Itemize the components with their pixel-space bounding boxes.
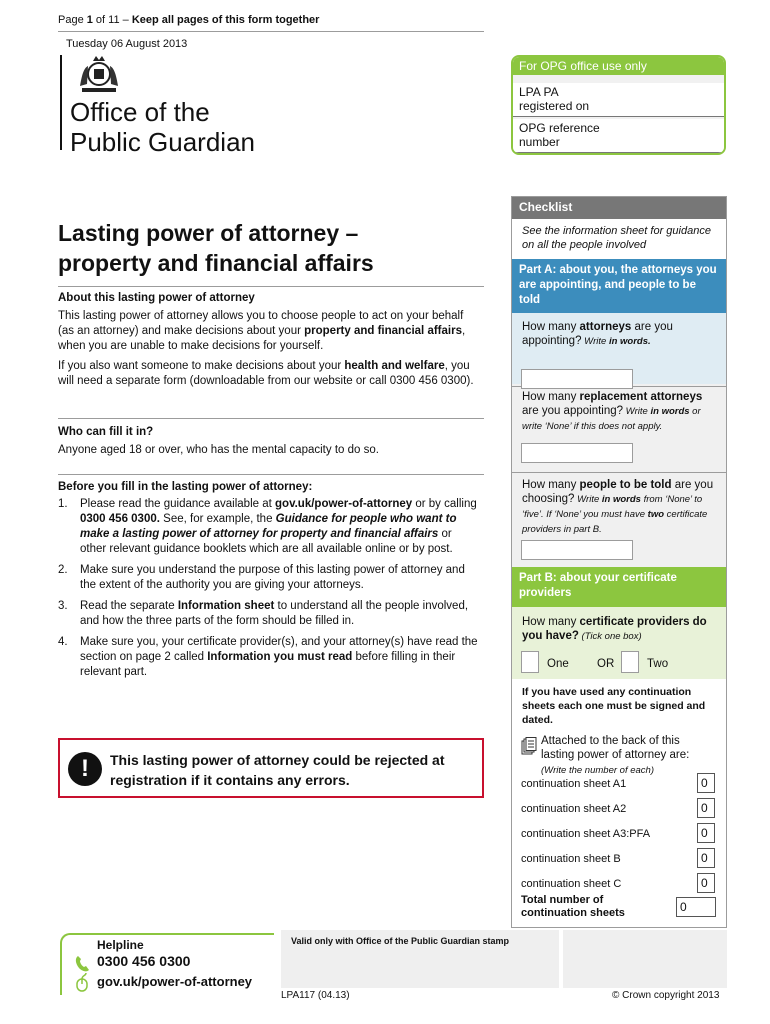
who-text: Anyone aged 18 or over, who has the mental capacity to do so. [58,444,379,456]
text-bold: certificate providers do you have? [522,616,707,642]
phone-icon [74,955,90,973]
continuation-heading: If you have used any continuation sheets each one must be signed and dated. [522,686,706,726]
continuation-hint: (Write the number of each) [541,765,654,776]
text-bold: health and welfare [344,360,445,372]
opg-office-use-box [511,55,726,155]
text-bold: property and financial affairs [304,325,462,337]
text: Please read the guidance available at [80,498,276,510]
hint: Write [574,494,602,505]
opg-box-title: For OPG office use only [513,57,724,75]
opg-reference-field: OPG reference number [513,119,724,153]
helpline-web[interactable]: gov.uk/power-of-attorney [97,974,253,989]
question-text [522,478,716,537]
hint: (Tick one box) [578,631,642,642]
sheet-label-a1: continuation sheet A1 [521,778,627,790]
checklist-title: Checklist [512,197,726,219]
before-list [58,497,478,686]
question-text [522,615,716,644]
text: This lasting power of attorney allows you to choose people to act on your behalf (as an attorney) and make decisions about your [58,310,464,337]
checklist-panel [511,196,727,928]
before-heading: Before you fill in the lasting power of attorney: [58,481,313,493]
page-prefix: Page [58,14,87,26]
page-note: Keep all pages of this form together [131,14,320,26]
q-certificate-providers [512,607,726,679]
who-heading: Who can fill it in? [58,426,154,438]
text-bold: 0300 456 0300. [80,513,160,525]
option-or-label: OR [597,658,615,670]
text-bold: people to be told [579,479,672,491]
question-text [522,390,716,434]
hint: Write [623,406,651,417]
warning-text: This lasting power of attorney could be rejected at registration if it contains any errors. [110,752,445,788]
text-bold-italic: Guidance for people who want to make a lasting power of attorney for property and financial affairs [80,513,457,540]
text: Read the separate [80,600,178,612]
sheet-label-a2: continuation sheet A2 [521,803,627,815]
warning-box [58,738,484,798]
org-name-line2: Public Guardian [70,127,255,157]
sheet-label-c: continuation sheet C [521,878,622,890]
list-item [58,599,478,629]
text: How many [522,391,580,403]
list-item [58,497,478,557]
text: are you choosing? [522,479,714,505]
text: See, for example, the [159,513,276,525]
option-two-label: Two [647,658,669,670]
helpline-label: Helpline [97,938,144,952]
stamp-text: Valid only with Office of the Public Guardian stamp [291,936,510,946]
total-label: Total number of continuation sheets [521,894,625,919]
text: or other relevant guidance booklets which are all available online or by post. [80,528,453,555]
about-paragraph-1 [58,309,478,354]
title-line1: Lasting power of attorney – [58,220,359,246]
text: How many [522,616,580,628]
form-code: LPA117 (04.13) [281,990,350,1001]
hint: from ‘None’ to ‘five’. If ‘None’ you must have [522,494,703,520]
page-of: of 11 – [92,14,132,26]
text: If you also want someone to make decisions about your [58,360,345,372]
attorneys-count-input[interactable] [521,369,633,389]
part-a-header: Part A: about you, the attorneys you are appointing, and people to be told [512,259,726,313]
replacement-attorneys-count-input[interactable] [521,443,633,463]
page-title [58,218,374,278]
text-bold: Information sheet [177,600,275,612]
text-bold: gov.uk/power-of-attorney [275,498,413,510]
org-name-line1: Office of the [70,97,210,127]
people-to-be-told-count-input[interactable] [521,540,633,560]
list-item [58,563,478,593]
logo-bar [60,55,62,150]
about-heading: About this lasting power of attorney [58,292,255,304]
sheet-b-input[interactable]: 0 [697,848,715,868]
one-checkbox[interactable] [521,651,539,673]
text-bold: attorneys [579,321,632,333]
text: Make sure you understand the purpose of this lasting power of attorney and the extent of the authority you are giving your attorneys. [80,564,465,591]
sheet-label-b: continuation sheet B [521,853,621,865]
two-checkbox[interactable] [621,651,639,673]
mouse-icon [74,972,90,992]
intro-text: See the information sheet for guidance on all the people involved [522,225,711,251]
page-number: 1 [86,14,93,26]
hint: certificate providers in part B. [522,509,708,535]
sheet-label-a3: continuation sheet A3:PFA [521,828,651,840]
text: are you appointing? [522,405,624,417]
divider [58,474,484,475]
helpline-phone[interactable]: 0300 456 0300 [97,953,191,969]
text: , when you are unable to make decisions for yourself. [58,325,466,352]
part-b-header: Part B: about your certificate providers [512,567,726,607]
stamp-area-right [563,930,727,988]
text-bold: Information you must read [207,651,353,663]
hint-bold: in words. [608,336,651,347]
divider [58,418,484,419]
continuation-text: Attached to the back of this lasting power of attorney are: [541,735,690,761]
sheet-a2-input[interactable]: 0 [697,798,715,818]
text-bold: replacement attorneys [579,391,703,403]
divider [58,286,484,287]
list-number: 1. [58,498,68,510]
sheet-a3-input[interactable]: 0 [697,823,715,843]
text: are you appointing? [522,321,673,347]
hint-bold: in words [601,494,641,505]
sheet-a1-input[interactable]: 0 [697,773,715,793]
page-header [58,14,319,26]
list-number: 3. [58,600,68,612]
hint: Write [581,336,609,347]
question-text [522,320,716,349]
lpa-registered-field: LPA PA registered on [513,83,724,117]
total-sheets-input[interactable]: 0 [676,897,716,917]
option-one-label: One [547,658,569,670]
divider [58,31,484,32]
about-paragraph-2 [58,359,478,389]
text: How many [522,479,580,491]
stamp-area [281,930,559,988]
date: Tuesday 06 August 2013 [66,38,188,50]
copyright: © Crown copyright 2013 [612,990,720,1001]
text: before filling in their relevant part. [80,651,456,678]
checklist-intro [512,219,726,259]
text: or by calling [412,498,477,510]
text: How many [522,321,580,333]
text: Make sure you, your certificate provider(s), and your attorney(s) have read the section on page 2 called [80,636,478,663]
exclamation-icon: ! [68,752,102,786]
hint-bold: in words [650,406,690,417]
sheet-c-input[interactable]: 0 [697,873,715,893]
list-number: 2. [58,564,68,576]
document-stack-icon [521,737,537,755]
hint: or write ‘None’ if this does not apply. [522,406,701,432]
list-item [58,635,478,680]
text: to understand all the people involved, and how the three parts of the form should be filled in. [80,600,469,627]
org-name [70,97,255,157]
royal-crest-icon [74,52,124,96]
title-line2: property and financial affairs [58,250,374,276]
hint-bold: two [647,509,665,520]
text: , you will need a separate form (downloadable from our website or call 0300 456 0300). [58,360,474,387]
list-number: 4. [58,636,68,648]
